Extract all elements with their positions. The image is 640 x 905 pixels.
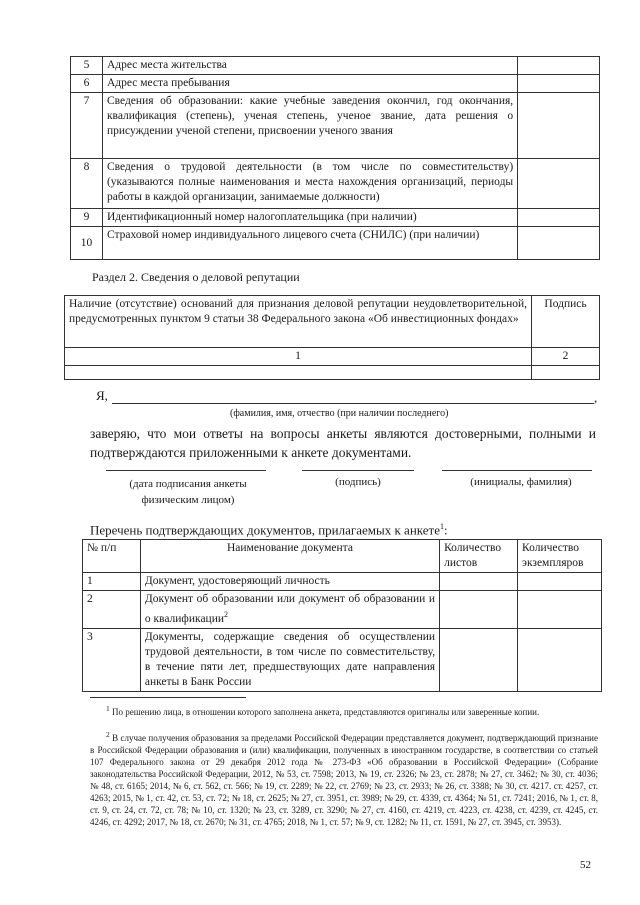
footnote-text: В случае получения образования за пределами Российской Федерации представляется документ, подтверждающий признание в Российской Федерации образования и (или) квалификации, полученных в иностранном государстве, в соответствии со статьей 107 Федерального закона от 29 декабря 2012 года № 273-ФЗ «Об образовании в Российской Федерации» (Собрание законодательства Российской Федерации, 2012, № 53, ст. 7598; 2013, № 19, ст. 2326; № 23, ст. 2878; № 27, ст. 3462; № 30, ст. 4036; № 48, ст. 6165; 2014, № 6, ст. 562, ст. 566; № 19, ст. 2289; № 22, ст. 2769; № 23, ст. 2933; № 26, ст. 3388; № 30, ст. 4217. ст. 4257, ст. 4263; 2015, № 1, ст. 42, ст. 53, ст. 72; № 18, ст. 2625; № 27, ст. 3951, ст. 3989; № 29, ст. 4339, ст. 4364; № 51, ст. 7241; 2016, № 1, ст. 8, ст. 9, ст. 24, ст. 72, ст. 78; № 10, ст. 1320; № 23, ст. 3289, ст. 3290; № 27, ст. 4160, ст. 4219, ст. 4223, ст. 4238, ст. 4239, ст. 4245, ст. 4246, ст. 4292; 2017, № 18, ст. 2670; № 31, ст. 4765; 2018, № 1, ст. 57; № 9, ст. 1282; № 11, ст. 1591, № 27, ст. 3945, ст. 3953).	[90, 733, 598, 827]
table-row	[71, 209, 600, 227]
ya-label: Я,	[96, 388, 108, 403]
row-number: 8	[71, 159, 103, 209]
reputation-answer-cell[interactable]	[65, 366, 532, 380]
row-text: Сведения об образовании: какие учебные заведения окончил, год окончания, квалификация (степень), ученая степень, ученое звание, дата решения о присуждении ученой степени, присвоении ученого звания	[102, 93, 517, 159]
table-number-row	[65, 348, 600, 366]
fio-caption: (фамилия, имя, отчество (при наличии последнего)	[230, 408, 449, 419]
documents-title	[90, 522, 448, 538]
comma: ,	[594, 390, 598, 405]
doc-name: Документ, удостоверяющий личность	[140, 573, 439, 591]
doc-number: 1	[83, 573, 141, 591]
signature-header: Подпись	[532, 296, 600, 348]
row-text: Адрес места пребывания	[102, 75, 517, 93]
footnote-text: По решению лица, в отношении которого заполнена анкета, представляются оригиналы или заверенные копии.	[112, 707, 540, 717]
header-sheets: Количество листов	[440, 540, 518, 573]
applicant-info-table	[70, 56, 600, 260]
answer-cell[interactable]	[518, 209, 600, 227]
footnote-separator	[90, 697, 246, 698]
copies-cell[interactable]	[518, 573, 602, 591]
doc-name-text: Документ об образовании или документ об образовании и о квалификации	[144, 593, 436, 625]
table-row	[71, 227, 600, 260]
doc-name	[140, 591, 439, 629]
footnote-mark: 2	[106, 730, 110, 739]
documents-title-text: Перечень подтверждающих документов, прилагаемых к анкете	[90, 522, 440, 538]
doc-number: 3	[83, 628, 141, 691]
copies-cell[interactable]	[518, 591, 602, 629]
answer-cell[interactable]	[518, 75, 600, 93]
row-text: Страховой номер индивидуального лицевого счета (СНИЛС) (при наличии)	[102, 227, 517, 260]
doc-number: 2	[83, 591, 141, 629]
row-number: 6	[71, 75, 103, 93]
table-header-row	[65, 296, 600, 348]
signature-line[interactable]	[302, 470, 414, 471]
answer-cell[interactable]	[518, 93, 600, 159]
documents-table	[82, 539, 602, 692]
row-text: Адрес места жительства	[102, 57, 517, 75]
table-row	[65, 366, 600, 380]
sheets-cell[interactable]	[440, 628, 518, 691]
date-line[interactable]	[106, 470, 266, 471]
table-row	[71, 159, 600, 209]
reputation-table	[64, 295, 600, 380]
initials-line[interactable]	[442, 470, 592, 471]
section2-title: Раздел 2. Сведения о деловой репутации	[92, 270, 300, 284]
table-row	[83, 573, 602, 591]
reputation-header: Наличие (отсутствие) оснований для признания деловой репутации неудовлетворительной, предусмотренных пунктом 9 статьи 38 Федерального закона «Об инвестиционных фондах»	[65, 296, 532, 348]
table-row	[83, 591, 602, 629]
row-text: Идентификационный номер налогоплательщика (при наличии)	[102, 209, 517, 227]
column-number: 1	[65, 348, 532, 366]
signature-cell[interactable]	[532, 366, 600, 380]
declaration-text: заверяю, что мои ответы на вопросы анкеты являются достоверными, полными и подтверждаются приложенными к анкете документами.	[90, 426, 596, 460]
row-number: 9	[71, 209, 103, 227]
header-name: Наименование документа	[140, 540, 439, 573]
footnote-mark: 1	[106, 704, 110, 713]
row-number: 7	[71, 93, 103, 159]
column-number: 2	[532, 348, 600, 366]
documents-title-colon: :	[444, 522, 448, 538]
row-number: 5	[71, 57, 103, 75]
date-caption: (дата подписания анкеты физическим лицом)	[129, 478, 247, 506]
doc-name: Документы, содержащие сведения об осуществлении трудовой деятельности, в том числе по совместительству, в течение пяти лет, предшествующих дате направления анкеты в Банк России	[140, 628, 439, 691]
table-row	[83, 628, 602, 691]
footnote-ref[interactable]: 2	[224, 610, 229, 619]
footnote-1	[90, 703, 598, 718]
footnote-2	[90, 729, 598, 828]
copies-cell[interactable]	[518, 628, 602, 691]
signature-caption: (подпись)	[335, 476, 381, 488]
table-row	[71, 93, 600, 159]
header-copies: Количество экземпляров	[518, 540, 602, 573]
answer-cell[interactable]	[518, 227, 600, 260]
row-text: Сведения о трудовой деятельности (в том числе по совместительству) (указываются полные наименования и места нахождения организаций, периоды работы в каждой организации, занимаемые должности)	[102, 159, 517, 209]
page-number: 52	[580, 859, 591, 871]
initials-caption: (инициалы, фамилия)	[470, 476, 572, 488]
table-row	[71, 75, 600, 93]
answer-cell[interactable]	[518, 159, 600, 209]
answer-cell[interactable]	[518, 57, 600, 75]
footnote-ref[interactable]: 1	[440, 522, 444, 531]
fio-line[interactable]	[112, 403, 594, 404]
sheets-cell[interactable]	[440, 591, 518, 629]
table-header-row	[83, 540, 602, 573]
row-number: 10	[71, 227, 103, 260]
table-row	[71, 57, 600, 75]
sheets-cell[interactable]	[440, 573, 518, 591]
header-num: № п/п	[83, 540, 141, 573]
